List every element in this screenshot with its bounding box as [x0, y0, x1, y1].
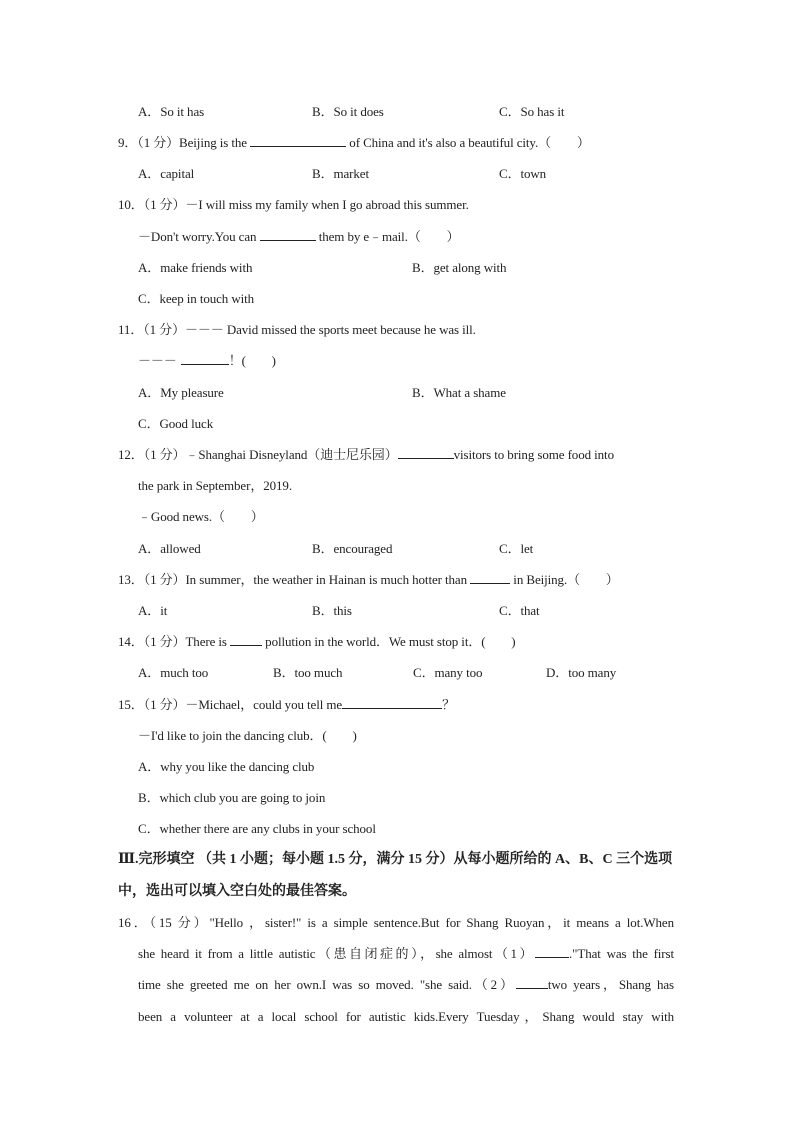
- section-heading-line2: 中，选出可以填入空白处的最佳答案。: [118, 884, 356, 899]
- answer-blank: [181, 352, 229, 365]
- q13-option-b: B．this: [312, 603, 352, 618]
- q16-passage-line1: 16．（15 分）"Hello ，sister!" is a simple sentence.But for Shang Ruoyan，it means a lot.When: [118, 915, 674, 930]
- q11-reply: －－－ ！( ): [138, 353, 276, 368]
- answer-blank: [260, 228, 316, 241]
- q12-option-b: B．encouraged: [312, 541, 393, 556]
- answer-blank: [470, 571, 510, 584]
- q9-option-b: B．market: [312, 166, 369, 181]
- q16-passage-line2: she heard it from a little autistic（患自闭症的），she almost（1） ."That was the first: [138, 946, 675, 961]
- q16-passage-line3: time she greeted me on her own.I was so moved. "she said.（2） two years，Shang has: [138, 977, 674, 992]
- q11-option-c: C．Good luck: [138, 416, 214, 431]
- q12-option-a: A．allowed: [138, 541, 201, 556]
- q11-stem: 11．（1 分）－－－ David missed the sports meet because he was ill.: [118, 322, 476, 337]
- answer-blank: [342, 696, 442, 709]
- q10-stem: 10．（1 分）－I will miss my family when I go abroad this summer.: [118, 197, 469, 212]
- q14-option-b: B．too much: [273, 665, 343, 680]
- q10-option-a: A．make friends with: [138, 260, 253, 275]
- q9-stem: 9．（1 分）Beijing is the of China and it's also a beautiful city.（ ）: [118, 135, 590, 150]
- q15-reply: －I'd like to join the dancing club．( ): [138, 728, 357, 743]
- q15-option-c: C．whether there are any clubs in your school: [138, 821, 376, 836]
- q12-stem-line2: the park in September，2019.: [138, 478, 292, 493]
- q13-stem: 13．（1 分）In summer，the weather in Hainan is much hotter than in Beijing.（ ）: [118, 572, 619, 587]
- cloze-blank-2: [516, 976, 548, 989]
- q11-option-b: B．What a shame: [412, 385, 506, 400]
- q8-option-c: C．So has it: [499, 104, 565, 119]
- q12-reply: ﹣Good news.（ ）: [138, 509, 264, 524]
- answer-blank: [230, 633, 262, 646]
- q15-option-b: B．which club you are going to join: [138, 790, 326, 805]
- section-heading: Ⅲ.完形填空 （共 1 小题；每小题 1.5 分，满分 15 分）从每小题所给的 A、B、C 三个选项: [118, 852, 673, 867]
- q10-option-c: C．keep in touch with: [138, 291, 255, 306]
- q8-option-a: A．So it has: [138, 104, 205, 119]
- q10-reply: －Don't worry.You can them by e﹣mail.（ ）: [138, 229, 460, 244]
- cloze-blank-1: [535, 945, 569, 958]
- q14-option-c: C．many too: [413, 665, 483, 680]
- q12-stem: 12．（1 分）﹣Shanghai Disneyland（迪士尼乐园） visitors to bring some food into: [118, 447, 614, 462]
- q11-option-a: A．My pleasure: [138, 385, 224, 400]
- q9-option-c: C．town: [499, 166, 547, 181]
- answer-blank: [398, 446, 454, 459]
- q14-stem: 14．（1 分）There is pollution in the world．We must stop it．( ): [118, 634, 516, 649]
- q12-option-c: C．let: [499, 541, 534, 556]
- q15-stem: 15．（1 分）－Michael，could you tell me ？: [118, 697, 455, 712]
- q16-passage-line4: been a volunteer at a local school for autistic kids.Every Tuesday，Shang would stay with: [138, 1009, 674, 1024]
- q14-option-a: A．much too: [138, 665, 209, 680]
- q15-option-a: A．why you like the dancing club: [138, 759, 315, 774]
- q14-option-d: D．too many: [546, 665, 617, 680]
- q13-option-a: A．it: [138, 603, 168, 618]
- q9-option-a: A．capital: [138, 166, 195, 181]
- q8-option-b: B．So it does: [312, 104, 384, 119]
- q13-option-c: C．that: [499, 603, 540, 618]
- q10-option-b: B．get along with: [412, 260, 507, 275]
- answer-blank: [250, 134, 346, 147]
